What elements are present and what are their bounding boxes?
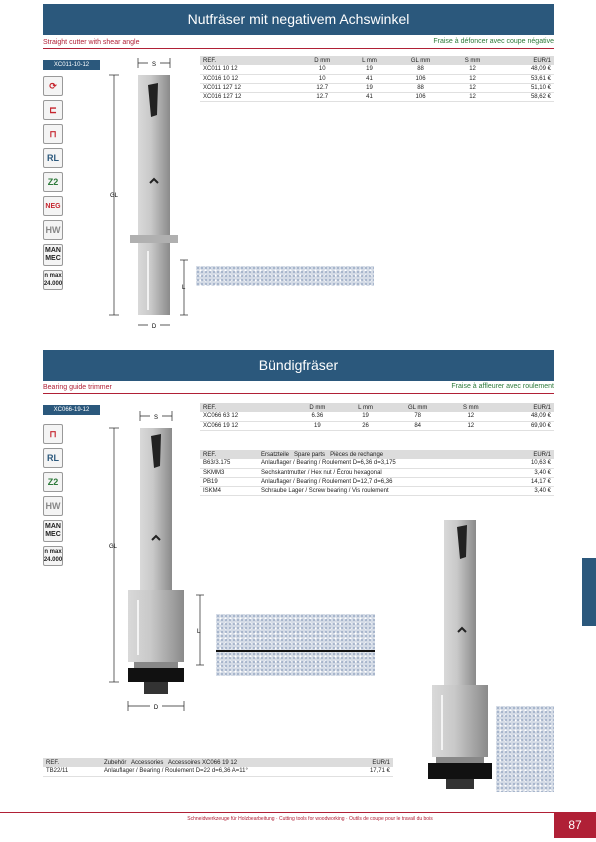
man-label: MAN xyxy=(45,523,61,530)
cell-s: 12 xyxy=(449,74,497,83)
table-row xyxy=(200,412,554,421)
cell-description: Sechskantmutter / Hex nut / Écrou hexagonal xyxy=(258,468,508,477)
col-price: EUR/1 xyxy=(496,56,554,65)
cell-s: 12 xyxy=(449,92,497,101)
cell-description: Anlauflager / Bearing / Roulement D=12,7 d=6,36 xyxy=(258,477,508,486)
cell-gl: 106 xyxy=(392,92,448,101)
dim-gl-label: GL xyxy=(110,193,119,199)
col-de: Ersatzteile xyxy=(261,451,290,458)
cnc-icon: ⊏ xyxy=(43,100,63,120)
rpm-label: n max xyxy=(44,273,62,279)
dim-l-label: L xyxy=(182,285,186,291)
man-label: MAN xyxy=(45,247,61,254)
col-d: D mm xyxy=(293,403,343,412)
cell-gl: 88 xyxy=(392,65,448,74)
z2-icon: Z2 xyxy=(43,472,63,492)
spare-parts-table xyxy=(200,450,554,496)
cell-d: 12.7 xyxy=(298,83,347,92)
cell-l: 19 xyxy=(347,83,393,92)
col-description xyxy=(258,450,508,459)
mec-label: MEC xyxy=(45,255,61,262)
dim-s-label: S xyxy=(151,62,157,68)
col-ref: REF. xyxy=(43,758,101,767)
router-icon: ⊓ xyxy=(43,424,63,444)
hw-icon: HW xyxy=(43,496,63,516)
col-ref: REF. xyxy=(200,403,293,412)
section2-table xyxy=(200,403,554,431)
rpm-value: 24.000 xyxy=(43,281,63,287)
section2-subtitle-fr: Fraise à affleurer avec roulement xyxy=(451,383,554,390)
cell-price: 58,62 € xyxy=(496,92,554,101)
cell-ref: XC016 127 12 xyxy=(200,92,298,101)
cell-price: 17,71 € xyxy=(350,767,393,776)
router-icon: ⊓ xyxy=(43,124,63,144)
cell-ref: PB19 xyxy=(200,477,258,486)
section1-icon-column xyxy=(43,76,63,290)
col-description xyxy=(101,758,350,767)
col-gl: GL mm xyxy=(392,56,448,65)
col-s: S mm xyxy=(449,56,497,65)
table-row xyxy=(200,83,554,92)
table-header-row xyxy=(200,403,554,412)
dim-s-label: S xyxy=(153,415,159,421)
table-row xyxy=(200,92,554,101)
cell-l: 41 xyxy=(347,92,393,101)
section2-subtitle-en: Bearing guide trimmer xyxy=(43,384,112,391)
section1-workpiece xyxy=(196,266,374,286)
rpm-value: 24.000 xyxy=(43,557,63,563)
cell-ref: B63/3.175 xyxy=(200,459,258,468)
accessory-tool-drawing xyxy=(420,515,500,795)
col-en: Accessories xyxy=(131,759,164,766)
section2-workpiece-bottom xyxy=(216,652,375,676)
cell-price: 10,63 € xyxy=(508,459,554,468)
cell-l: 19 xyxy=(347,65,393,74)
table-row xyxy=(200,477,554,486)
table-header-row xyxy=(200,450,554,459)
cell-l: 41 xyxy=(347,74,393,83)
cell-s: 12 xyxy=(449,83,497,92)
section2-workpiece-top xyxy=(216,614,375,650)
col-de: Zubehör xyxy=(104,759,127,766)
cell-ref: XC066 63 12 xyxy=(200,412,293,421)
col-price: EUR/1 xyxy=(350,758,393,767)
cell-description: Anlauflager / Bearing / Roulement D=22 d=6,36 A=11° xyxy=(101,767,350,776)
man-mec-icon xyxy=(43,520,63,542)
col-en: Spare parts xyxy=(294,451,326,458)
dim-l-label: L xyxy=(197,629,201,635)
cell-description: Anlauflager / Bearing / Roulement D=6,36 d=3,175 xyxy=(258,459,508,468)
cell-ref: ISKM4 xyxy=(200,486,258,495)
col-s: S mm xyxy=(446,403,495,412)
cell-ref: XC016 10 12 xyxy=(200,74,298,83)
col-l: L mm xyxy=(342,403,389,412)
cell-ref: TB22/11 xyxy=(43,767,101,776)
section1-divider xyxy=(43,48,554,49)
rotation-icon: ⟳ xyxy=(43,76,63,96)
mec-label: MEC xyxy=(45,531,61,538)
dim-d-label: D xyxy=(153,705,159,711)
cell-s: 12 xyxy=(449,65,497,74)
cell-d: 10 xyxy=(298,65,347,74)
rl-icon: RL xyxy=(43,148,63,168)
table-header-row xyxy=(43,758,393,767)
section1-title: Nutfräser mit negativem Achswinkel xyxy=(43,4,554,35)
cell-ref: SKMM3 xyxy=(200,468,258,477)
cell-price: 48,09 € xyxy=(495,412,554,421)
table-row xyxy=(200,421,554,430)
rpm-icon xyxy=(43,270,63,290)
cell-price: 3,40 € xyxy=(508,486,554,495)
footer-divider xyxy=(0,812,596,813)
dim-d-label: D xyxy=(151,324,157,330)
cell-s: 12 xyxy=(446,421,495,430)
hw-icon: HW xyxy=(43,220,63,240)
cell-gl: 88 xyxy=(392,83,448,92)
cell-price: 51,10 € xyxy=(496,83,554,92)
cell-d: 10 xyxy=(298,74,347,83)
cell-s: 12 xyxy=(446,412,495,421)
table-row xyxy=(43,767,393,776)
chapter-side-tab xyxy=(582,558,596,626)
table-row xyxy=(200,459,554,468)
cell-d: 19 xyxy=(293,421,343,430)
section1-table xyxy=(200,56,554,102)
section1-ref-tag: XC011-10-12 xyxy=(43,60,100,70)
table-header-row xyxy=(200,56,554,65)
rpm-label: n max xyxy=(44,549,62,555)
section1-tool-drawing xyxy=(100,55,200,335)
dim-gl-label: GL xyxy=(109,544,118,550)
cell-description: Schraube Lager / Screw bearing / Vis roulement xyxy=(258,486,508,495)
section2-ref-tag: XC066-19-12 xyxy=(43,405,100,415)
cell-price: 53,61 € xyxy=(496,74,554,83)
cell-l: 26 xyxy=(342,421,389,430)
cell-gl: 84 xyxy=(389,421,446,430)
col-fr: Pièces de rechange xyxy=(330,451,384,458)
cell-price: 48,09 € xyxy=(496,65,554,74)
table-row xyxy=(200,65,554,74)
col-ref: REF. xyxy=(200,450,258,459)
section2-icon-column xyxy=(43,424,63,566)
cell-price: 14,17 € xyxy=(508,477,554,486)
section2-divider xyxy=(43,393,554,394)
section1-subtitle-en: Straight cutter with shear angle xyxy=(43,39,140,46)
accessory-workpiece xyxy=(496,706,554,792)
cell-gl: 106 xyxy=(392,74,448,83)
col-price: EUR/1 xyxy=(495,403,554,412)
footer-text: Schneidwerkzeuge für Holzbearbeitung · Cutting tools for woodworking · Outils de coupe pour le travail du bois xyxy=(187,816,433,822)
table-row xyxy=(200,468,554,477)
cell-price: 69,90 € xyxy=(495,421,554,430)
cell-d: 12.7 xyxy=(298,92,347,101)
col-d: D mm xyxy=(298,56,347,65)
z2-icon: Z2 xyxy=(43,172,63,192)
neg-icon: NEG xyxy=(43,196,63,216)
col-ref: REF. xyxy=(200,56,298,65)
col-gl: GL mm xyxy=(389,403,446,412)
cell-ref: XC066 19 12 xyxy=(200,421,293,430)
cell-ref: XC011 127 12 xyxy=(200,83,298,92)
rpm-icon xyxy=(43,546,63,566)
accessories-table xyxy=(43,758,393,777)
cell-price: 3,40 € xyxy=(508,468,554,477)
section2-tool-drawing xyxy=(100,400,215,720)
cell-gl: 78 xyxy=(389,412,446,421)
col-l: L mm xyxy=(347,56,393,65)
cell-l: 19 xyxy=(342,412,389,421)
cell-d: 6.36 xyxy=(293,412,343,421)
page-number: 87 xyxy=(554,812,596,838)
cell-ref: XC011 10 12 xyxy=(200,65,298,74)
col-price: EUR/1 xyxy=(508,450,554,459)
table-row xyxy=(200,486,554,495)
table-row xyxy=(200,74,554,83)
rl-icon: RL xyxy=(43,448,63,468)
man-mec-icon xyxy=(43,244,63,266)
section2-title: Bündigfräser xyxy=(43,350,554,381)
col-fr: Accessoires XC066 19 12 xyxy=(168,759,238,766)
section1-subtitle-fr: Fraise à défoncer avec coupe négative xyxy=(433,38,554,45)
